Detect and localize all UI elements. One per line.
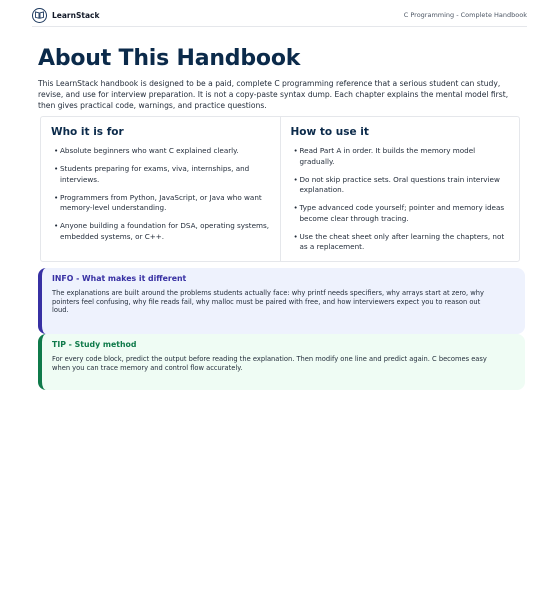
info-callout xyxy=(38,268,525,334)
bullet-icon: • xyxy=(54,164,59,173)
callout-title: TIP - Study method xyxy=(52,340,137,349)
list-item-text: Use the cheat sheet only after learning the chapters, not as a replacement. xyxy=(299,231,505,251)
list-item xyxy=(51,164,270,185)
list-item xyxy=(291,175,510,196)
bullet-icon: • xyxy=(54,221,59,230)
list-item xyxy=(291,232,510,253)
list-item xyxy=(51,221,270,242)
list-item-text: Students preparing for exams, viva, internships, and interviews. xyxy=(60,164,250,184)
bullet-icon: • xyxy=(293,174,298,184)
info-cards xyxy=(40,116,520,262)
brand-name: LearnStack xyxy=(52,10,100,20)
callout-title: INFO - What makes it different xyxy=(52,274,187,283)
list-item-text: Read Part A in order. It builds the memory model gradually. xyxy=(299,146,476,166)
page-title: About This Handbook xyxy=(38,46,301,71)
brand[interactable] xyxy=(32,8,99,23)
card-list xyxy=(51,146,270,242)
callout-body: For every code block, predict the output before reading the explanation. Then modify one line and predict again. C becomes easy when you can trace memory and control flow accurately. xyxy=(52,355,487,372)
bullet-icon: • xyxy=(293,146,298,155)
list-item xyxy=(291,203,510,224)
card-title: Who it is for xyxy=(51,126,124,138)
list-item-text: Anyone building a foundation for DSA, operating systems, embedded systems, or C++. xyxy=(60,221,270,241)
bullet-icon: • xyxy=(54,192,59,202)
list-item xyxy=(51,146,270,157)
bullet-icon: • xyxy=(293,203,298,212)
list-item-text: Programmers from Python, JavaScript, or Java who want memory-level understanding. xyxy=(60,192,262,212)
card-list xyxy=(291,146,510,253)
intro-paragraph: This LearnStack handbook is designed to be a paid, complete C programming reference that a serious student can study, revise, and use for interview preparation. It is not a copy-paste syntax dump. Each chapter explains the mental model first, then gives practical code, warnings, and practice questions. xyxy=(38,79,509,110)
list-item-text: Do not skip practice sets. Oral questions train interview explanation. xyxy=(299,174,500,194)
list-item-text: Absolute beginners who want C explained clearly. xyxy=(60,146,239,155)
list-item xyxy=(51,193,270,214)
callout-body: The explanations are built around the problems students actually face: why printf needs specifiers, why arrays start at zero, why pointers feel confusing, why file reads fail, why malloc must be paired with free, and how interviewers expect you to reason out loud. xyxy=(52,289,484,315)
card-title: How to use it xyxy=(290,126,369,138)
bullet-icon: • xyxy=(54,146,59,155)
breadcrumb[interactable]: C Programming - Complete Handbook xyxy=(403,11,527,19)
card-how-to-use-it xyxy=(280,117,520,261)
list-item-text: Type advanced code yourself; pointer and memory ideas become clear through tracing. xyxy=(299,203,505,223)
top-bar xyxy=(32,4,527,27)
tip-callout xyxy=(38,334,525,390)
card-who-it-is-for xyxy=(41,117,280,261)
list-item xyxy=(291,146,510,167)
book-logo-icon xyxy=(32,8,47,23)
bullet-icon: • xyxy=(293,231,298,241)
